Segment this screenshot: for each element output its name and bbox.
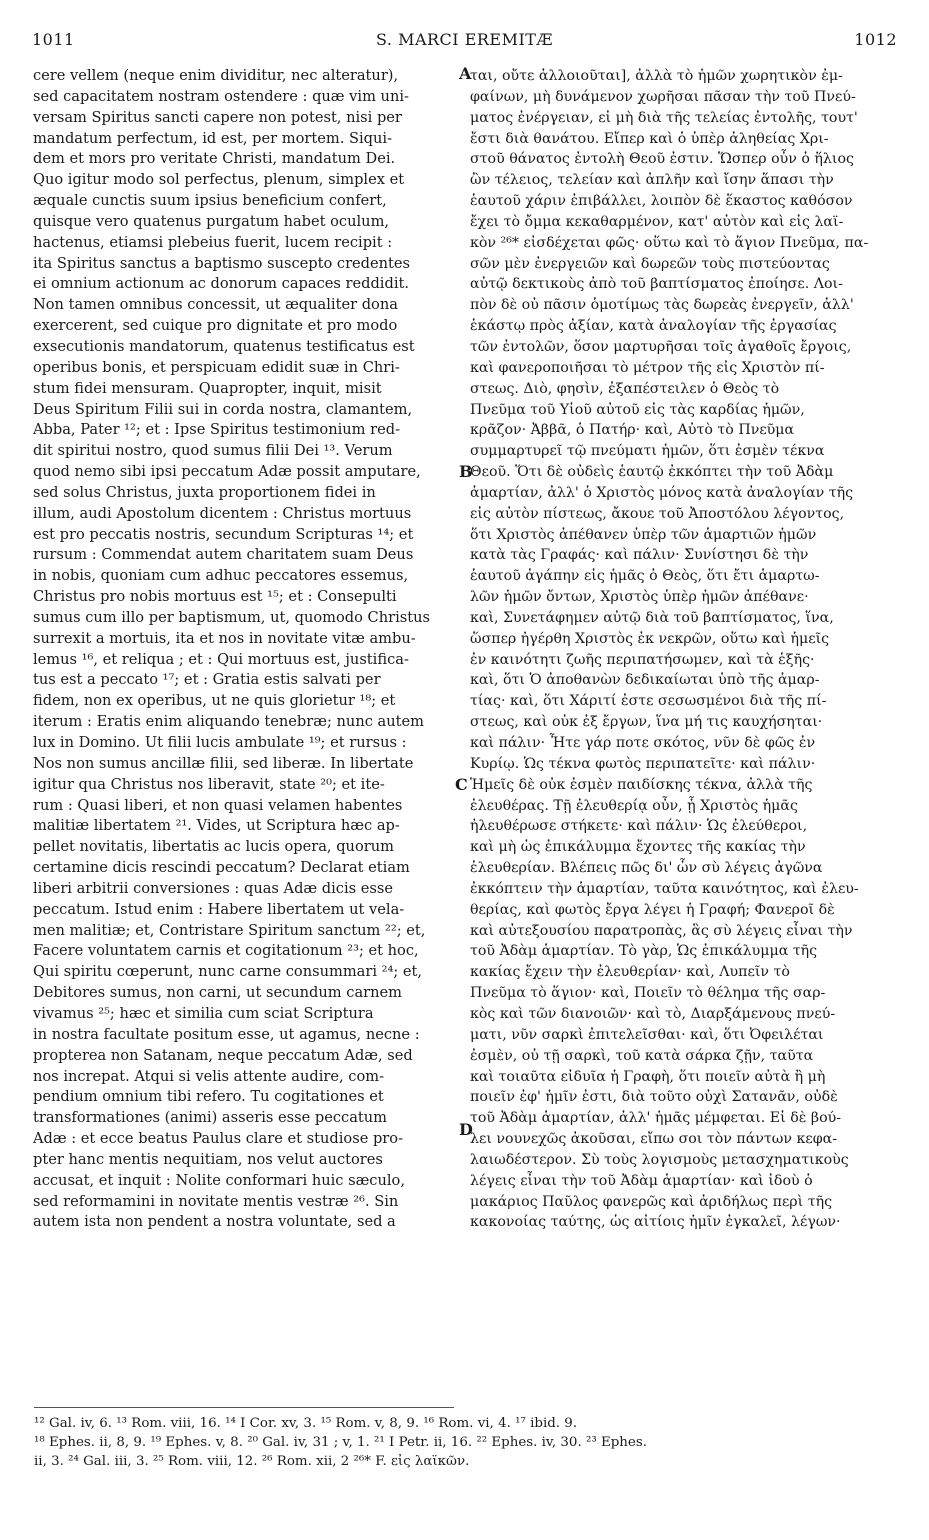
- latin-text-line: Facere voluntatem carnis et cogitationum ²³; et hoc,: [33, 942, 419, 960]
- greek-text-line: Πνεῦμα τὸ ἅγιον· καὶ, Ποιεῖν τὸ θέλημα τῆς σαρ-: [470, 985, 826, 1002]
- latin-text-line: accusat, et inquit : Nolite conformari huic sæculo,: [33, 1171, 405, 1189]
- greek-text-line: ἐν καινότητι ζωῆς περιπατήσωμεν, καὶ τὰ ἑξῆς·: [470, 651, 815, 668]
- page-number-left: 1011: [32, 30, 75, 49]
- latin-text-line: igitur qua Christus nos liberavit, state ²⁰; et ite-: [33, 775, 385, 793]
- latin-text-line: illum, audi Apostolum dicentem : Christus mortuus: [33, 504, 412, 522]
- greek-column: [470, 66, 892, 1233]
- greek-text-line: φαίνων, μὴ δυνάμενον χωρῆσαι πᾶσαν τὴν τοῦ Πνεύ-: [470, 88, 856, 105]
- latin-text-line: in nobis, quoniam cum adhuc peccatores essemus,: [33, 567, 409, 585]
- latin-text-line: quisque vero quatenus purgatum habet oculum,: [33, 212, 390, 230]
- greek-text-line: ἔχει τὸ ὄμμα κεκαθαρμένον, κατ' αὐτὸν καὶ εἰς λαϊ-: [470, 213, 844, 230]
- greek-text-line: εἰς αὐτὸν πίστεως, ἄκουε τοῦ Ἀποστόλου λέγοντος,: [470, 505, 845, 522]
- greek-text-line: καὶ μὴ ὡς ἐπικάλυμμα ἔχοντες τῆς κακίας τὴν: [470, 839, 806, 856]
- latin-text-line: sed solus Christus, juxta proportionem fidei in: [33, 483, 376, 501]
- greek-text-line: κὸν ²⁶* εἰσδέχεται φῶς· οὕτω καὶ τὸ ἅγιον Πνεῦμα, πα-: [470, 234, 869, 251]
- latin-text-line: tus est a peccato ¹⁷; et : Gratia estis salvati per: [33, 671, 381, 689]
- greek-text-line: καὶ αὐτεξουσίου παρατροπὰς, ἃς σὺ λέγεις εἶναι τὴν: [470, 922, 853, 939]
- greek-text-line: ἐλευθέρας. Τῇ ἐλευθερίᾳ οὖν, ᾗ Χριστὸς ἡμᾶς: [470, 797, 798, 814]
- latin-text-line: sumus cum illo per baptismum, ut, quomodo Christus: [33, 608, 430, 626]
- latin-text-line: mandatum perfectum, id est, per mortem. Siqui-: [33, 129, 393, 147]
- latin-text-line: pellet novitatis, libertatis ac lucis opera, quorum: [33, 838, 394, 856]
- greek-text-line: ἐλευθερίαν. Βλέπεις πῶς δι' ὧν σὺ λέγεις ἀγῶνα: [470, 860, 823, 877]
- latin-text-line: rum : Quasi liberi, et non quasi velamen habentes: [33, 796, 403, 814]
- greek-text-line: ἠλευθέρωσε στήκετε· καὶ πάλιν· Ὡς ἐλεύθεροι,: [470, 818, 808, 835]
- latin-text-line: Adæ : et ecce beatus Paulus clare et studiose pro-: [33, 1130, 404, 1148]
- page-number-right: 1012: [854, 30, 897, 49]
- latin-text-line: Christus pro nobis mortuus est ¹⁵; et : Consepulti: [33, 588, 397, 606]
- greek-text-line: λει νουνεχῶς ἀκοῦσαι, εἴπω σοι τὸν πάντων κεφα-: [470, 1131, 838, 1148]
- latin-text-line: peccatum. Istud enim : Habere libertatem ut vela-: [33, 900, 405, 918]
- latin-text-line: surrexit a mortuis, ita et nos in novitate vitæ ambu-: [33, 629, 416, 647]
- margin-marker-d: D: [459, 1120, 473, 1139]
- greek-text-line: μακάριος Παῦλος φανερῶς καὶ ἀριδήλως περὶ τῆς: [470, 1193, 833, 1210]
- greek-text-line: συμμαρτυρεῖ τῷ πνεύματι ἡμῶν, ὅτι ἐσμὲν τέκνα: [470, 443, 825, 460]
- page-header: [32, 30, 897, 56]
- greek-text-line: λῶν ἡμῶν ὄντων, Χριστὸς ὑπὲρ ἡμῶν ἀπέθανε·: [470, 589, 809, 606]
- greek-text-line: λέγεις εἶναι τὴν τοῦ Ἀδὰμ ἁμαρτίαν· καὶ ἰδοὺ ὁ: [470, 1172, 813, 1189]
- latin-text-line: hactenus, etiamsi plebeius fuerit, lucem recipit :: [33, 233, 393, 251]
- greek-text-line: τοῦ Ἀδὰμ ἁμαρτίαν, ἀλλ' ἡμᾶς μέμφεται. Εἰ δὲ βού-: [470, 1110, 842, 1127]
- greek-text-line: ἐσμὲν, οὐ τῇ σαρκὶ, τοῦ κατὰ σάρκα ζῇν, ταῦτα: [470, 1047, 814, 1064]
- latin-text-line: Deus Spiritum Filii sui in corda nostra, clamantem,: [33, 400, 413, 418]
- greek-text-line: κρᾶζον· Ἀββᾶ, ὁ Πατήρ· καὶ, Αὐτὸ τὸ Πνεῦμα: [470, 422, 795, 439]
- latin-text-line: Non tamen omnibus concessit, ut æqualiter dona: [33, 296, 398, 314]
- latin-text-line: Abba, Pater ¹²; et : Ipse Spiritus testimonium red-: [33, 421, 401, 439]
- latin-text-line: æquale cunctis suum ipsius beneficium confert,: [33, 192, 387, 210]
- latin-text-line: sed reformamini in novitate mentis vestræ ²⁶. Sin: [33, 1192, 399, 1210]
- latin-text-line: lux in Domino. Ut filii lucis ambulate ¹⁹; et rursus :: [33, 734, 407, 751]
- latin-text-line: pendium omnium tibi refero. Tu cogitationes et: [33, 1088, 384, 1106]
- latin-text-line: iterum : Eratis enim aliquando tenebræ; nunc autem: [33, 713, 424, 731]
- greek-text-line: καὶ, ὅτι Ὁ ἀποθανὼν δεδικαίωται ὑπὸ τῆς ἁμαρ-: [470, 672, 820, 689]
- latin-text-line: exsecutionis mandatorum, quatenus testificatus est: [33, 337, 415, 355]
- latin-text-line: fidem, non ex operibus, ut ne quis glorietur ¹⁸; et: [33, 692, 396, 710]
- greek-text-line: ματι, νῦν σαρκὶ ἐπιτελεῖσθαι· καὶ, ὅτι Ὀφειλέται: [470, 1026, 824, 1043]
- footnote-line: ¹⁸ Ephes. ii, 8, 9. ¹⁹ Ephes. v, 8. ²⁰ Gal. iv, 31 ; v, 1. ²¹ I Petr. ii, 16. ²² Ephes. iv, 30. ²³ Ephes.: [34, 1435, 647, 1450]
- latin-text-line: dem et mors pro veritate Christi, mandatum Dei.: [33, 150, 396, 168]
- latin-column: [33, 66, 457, 1233]
- latin-text-line: dit spiritui nostro, quod sumus filii Dei ¹³. Verum: [33, 442, 393, 460]
- latin-text-line: transformationes (animi) asseris esse peccatum: [33, 1109, 388, 1127]
- latin-text-line: exercerent, sed cuique pro dignitate et pro modo: [33, 317, 398, 335]
- latin-text-line: versam Spiritus sancti capere non potest, nisi per: [33, 108, 402, 126]
- latin-text-line: stum fidei mensuram. Quapropter, inquit, misit: [33, 379, 382, 397]
- greek-text-line: σῶν μὲν ἐνεργειῶν καὶ δωρεῶν τοὺς πιστεύοντας: [470, 255, 830, 272]
- latin-text-line: rursum : Commendat autem charitatem suam Deus: [33, 546, 414, 564]
- greek-text-line: ὢν τέλειος, τελείαν καὶ ἁπλῆν καὶ ἴσην ἅπασι τὴν: [470, 172, 834, 189]
- footnote-line: ii, 3. ²⁴ Gal. iii, 3. ²⁵ Rom. viii, 12. ²⁶ Rom. xii, 2 ²⁶* F. εἰς λαϊκῶν.: [34, 1454, 470, 1469]
- greek-text-line: λαιωδέστερον. Σὺ τοὺς λογισμοὺς μετασχηματικοὺς: [470, 1151, 849, 1168]
- latin-text-line: Debitores sumus, non carni, ut secundum carnem: [33, 984, 402, 1002]
- latin-text-line: propterea non Satanam, neque peccatum Adæ, sed: [33, 1046, 413, 1064]
- greek-text-line: καὶ φανεροποιῆσαι τὸ μέτρον τῆς εἰς Χριστὸν πί-: [470, 359, 825, 376]
- greek-text-line: τίας· καὶ, ὅτι Χάριτί ἐστε σεσωσμένοι διὰ τῆς πί-: [470, 693, 827, 710]
- greek-text-line: ται, οὔτε ἀλλοιοῦται], ἀλλὰ τὸ ἡμῶν χωρητικὸν ἐμ-: [470, 68, 843, 84]
- footnotes: [34, 1414, 894, 1471]
- greek-text-line: ἔστι διὰ θανάτου. Εἴπερ καὶ ὁ ὑπὲρ ἀληθείας Χρι-: [470, 130, 829, 147]
- greek-text-line: στοῦ θάνατος ἐντολὴ Θεοῦ ἐστιν. Ὥσπερ οὖν ὁ ἥλιος: [470, 151, 854, 168]
- latin-text-line: Qui spiritu cœperunt, nunc carne consummari ²⁴; et,: [33, 963, 423, 981]
- greek-text-line: ὅτι Χριστὸς ἀπέθανεν ὑπὲρ τῶν ἁμαρτιῶν ἡμῶν: [470, 526, 817, 543]
- latin-text-line: quod nemo sibi ipsi peccatum Adæ possit amputare,: [33, 463, 421, 481]
- greek-text-line: τῶν ἐντολῶν, ὅσον μαρτυρῆσαι τοῖς ἀγαθοῖς ἔργοις,: [470, 338, 852, 355]
- greek-text-line: Πνεῦμα τοῦ Υἱοῦ αὐτοῦ εἰς τὰς καρδίας ἡμῶν,: [470, 401, 805, 418]
- greek-text-line: ἑαυτοῦ χάριν ἐπιβάλλει, λοιπὸν δὲ ἕκαστος καθόσον: [470, 193, 853, 210]
- greek-text-line: τοῦ Ἀδὰμ ἁμαρτίαν. Τὸ γὰρ, Ὡς ἐπικάλυμμα τῆς: [470, 943, 818, 960]
- greek-text-line: Ἡμεῖς δὲ οὐκ ἐσμὲν παιδίσκης τέκνα, ἀλλὰ τῆς: [470, 776, 813, 793]
- latin-text-line: nos increpat. Atqui si velis attente audire, com-: [33, 1067, 385, 1085]
- latin-text-line: lemus ¹⁶, et reliqua ; et : Qui mortuus est, justifica-: [33, 650, 409, 668]
- latin-text-line: Quo igitur modo sol perfectus, plenum, simplex et: [33, 171, 405, 189]
- greek-text-line: καὶ πάλιν· Ἦτε γάρ ποτε σκότος, νῦν δὲ φῶς ἐν: [470, 735, 816, 751]
- latin-text-line: cere vellem (neque enim dividitur, nec alteratur),: [33, 67, 399, 84]
- latin-text-line: autem ista non pendent a nostra voluntate, sed a: [33, 1213, 396, 1231]
- greek-text-line: κὸς καὶ τῶν διανοιῶν· καὶ τὸ, Διαρξάμενους πνεύ-: [470, 1005, 836, 1022]
- greek-text-line: στεως, καὶ οὐκ ἐξ ἔργων, ἵνα μή τις καυχήσηται·: [470, 714, 823, 731]
- margin-marker-b: B: [459, 462, 473, 481]
- latin-text-line: liberi arbitrii conversiones : quas Adæ dicis esse: [33, 879, 394, 897]
- running-title: S. MARCI EREMITÆ: [376, 30, 553, 49]
- latin-text-line: operibus bonis, et perspicuam edidit suæ in Chri-: [33, 358, 400, 376]
- latin-text-line: est pro peccatis nostris, secundum Scripturas ¹⁴; et: [33, 525, 414, 543]
- greek-text-line: ματος ἐνέργειαν, εἰ μὴ διὰ τῆς τελείας ἐντολῆς, τουτ': [470, 109, 858, 126]
- greek-text-line: ὥσπερ ἠγέρθη Χριστὸς ἐκ νεκρῶν, οὕτω καὶ ἡμεῖς: [470, 630, 830, 647]
- greek-text-line: στεως. Διὸ, φησὶν, ἐξαπέστειλεν ὁ Θεὸς τὸ: [470, 380, 780, 397]
- latin-text-line: ita Spiritus sanctus a baptismo suscepto credentes: [33, 254, 411, 272]
- greek-text-line: ἑαυτοῦ ἀγάπην εἰς ἡμᾶς ὁ Θεὸς, ὅτι ἔτι ἁμαρτω-: [470, 568, 820, 585]
- latin-text-line: certamine dicis rescindi peccatum? Declarat etiam: [33, 859, 410, 877]
- latin-text-line: pter hanc mentis nequitiam, nos velut auctores: [33, 1150, 383, 1168]
- margin-marker-c: C: [455, 775, 468, 794]
- latin-text-line: vivamus ²⁵; hæc et similia cum sciat Scriptura: [33, 1004, 374, 1022]
- latin-text-line: ei omnium actionum ac donorum capaces reddidit.: [33, 275, 409, 293]
- greek-text-line: Θεοῦ. Ὅτι δὲ οὐδεὶς ἑαυτῷ ἐκκόπτει τὴν τοῦ Ἀδὰμ: [470, 464, 834, 481]
- greek-text-line: θερίας, καὶ φωτὸς ἔργα λέγει ἡ Γραφή; Φανεροῖ δὲ: [470, 901, 835, 918]
- greek-text-line: Κυρίῳ. Ὡς τέκνα φωτὸς περιπατεῖτε· καὶ πάλιν·: [470, 755, 816, 772]
- greek-text-line: καὶ τοιαῦτα εἰδυῖα ἡ Γραφὴ, ὅτι ποιεῖν αὐτὰ ἢ μὴ: [470, 1068, 826, 1085]
- margin-marker-a: A: [459, 64, 472, 83]
- greek-text-line: ποιεῖν ἐφ' ἡμῖν ἐστι, διὰ τοῦτο οὐχὶ Σατανᾶν, οὐδὲ: [470, 1089, 838, 1106]
- greek-text-line: καὶ, Συνετάφημεν αὐτῷ διὰ τοῦ βαπτίσματος, ἵνα,: [470, 609, 834, 626]
- footnote-rule: [34, 1407, 454, 1408]
- latin-text-line: in nostra facultate positum esse, ut agamus, necne :: [33, 1025, 420, 1043]
- greek-text-line: ἑκάστῳ πρὸς ἀξίαν, κατὰ ἀναλογίαν τῆς ἐργασίας: [470, 318, 837, 335]
- latin-text-line: Nos non sumus ancillæ filii, sed liberæ. In libertate: [33, 754, 414, 772]
- latin-text-line: malitiæ libertatem ²¹. Vides, ut Scriptura hæc ap-: [33, 817, 400, 835]
- footnote-line: ¹² Gal. iv, 6. ¹³ Rom. viii, 16. ¹⁴ I Cor. xv, 3. ¹⁵ Rom. v, 8, 9. ¹⁶ Rom. vi, 4. ¹⁷ ibid. 9.: [34, 1416, 578, 1431]
- greek-text-line: αὐτῷ δεκτικοὺς ἀπὸ τοῦ βαπτίσματος ἐποίησε. Λοι-: [470, 276, 843, 293]
- latin-text-line: sed capacitatem nostram ostendere : quæ vim uni-: [33, 87, 409, 105]
- greek-text-line: κακίας ἔχειν τὴν ἐλευθερίαν· καὶ, Λυπεῖν τὸ: [470, 964, 790, 981]
- greek-text-line: κακονοίας ταύτης, ὡς αἰτίοις ἡμῖν ἐγκαλεῖ, λέγων·: [470, 1214, 841, 1231]
- greek-text-line: ἐκκόπτειν τὴν ἁμαρτίαν, ταῦτα καινότητος, καὶ ἐλευ-: [470, 880, 859, 897]
- greek-text-line: πὸν δὲ οὐ πᾶσιν ὁμοτίμως τὰς δωρεὰς ἐνεργεῖν, ἀλλ': [470, 297, 854, 314]
- latin-text-line: men malitiæ; et, Contristare Spiritum sanctum ²²; et,: [33, 921, 426, 939]
- greek-text-line: κατὰ τὰς Γραφάς· καὶ πάλιν· Συνίστησι δὲ τὴν: [470, 547, 809, 564]
- greek-text-line: ἁμαρτίαν, ἀλλ' ὁ Χριστὸς μόνος κατὰ ἀναλογίαν τῆς: [470, 484, 854, 501]
